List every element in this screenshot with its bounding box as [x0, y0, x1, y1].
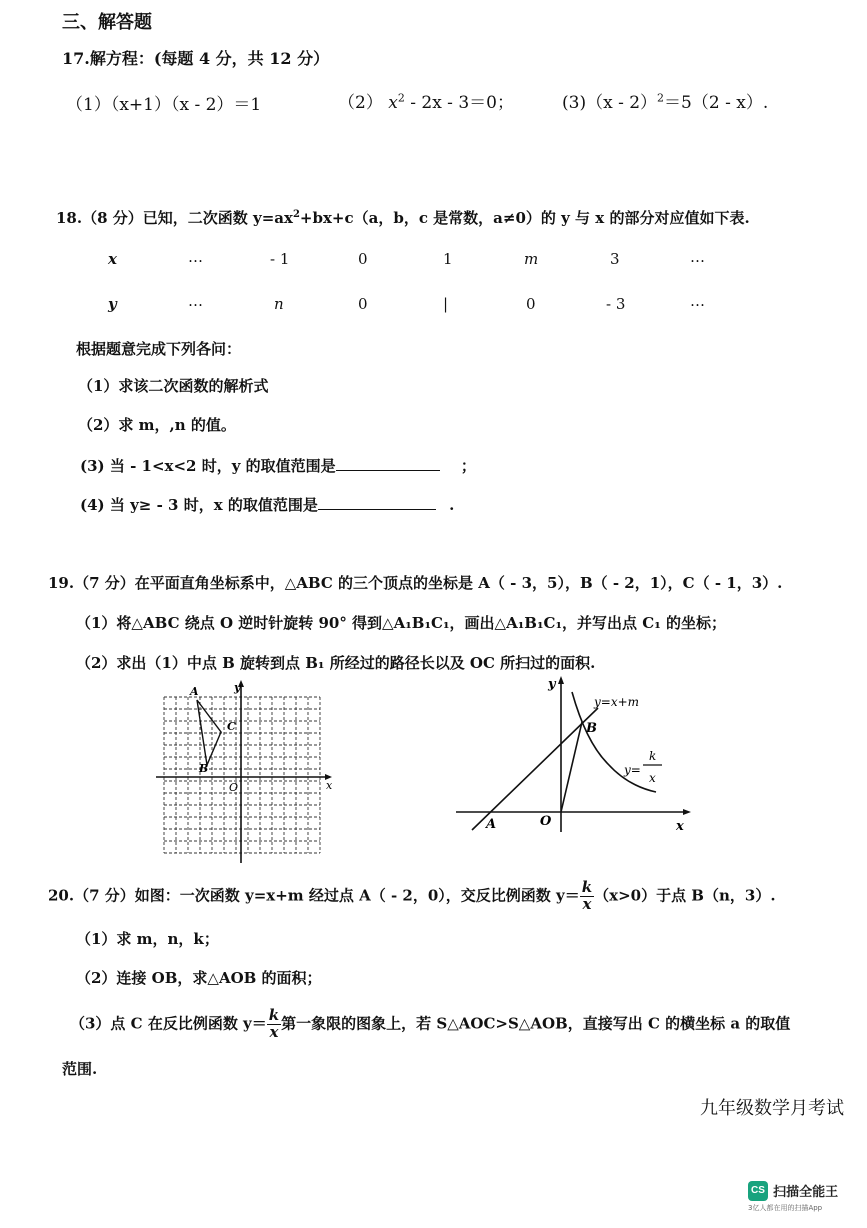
table-cell: 3	[610, 250, 620, 268]
label-b: B	[586, 721, 597, 736]
label-y: y	[234, 681, 241, 694]
q20-function-figure	[450, 670, 700, 840]
table-cell: - 1	[270, 250, 290, 268]
q17-equation-2: （2） $x^2 - 2x - 3=0$；	[338, 91, 514, 113]
table-cell: 1	[443, 250, 453, 268]
table-cell: |	[443, 295, 449, 313]
q18-part-1: （1）求该二次函数的解析式	[78, 377, 269, 395]
scanner-brand: 扫描全能王	[773, 1185, 839, 1200]
q19-part-1: （1）将△ABC 绕点 O 逆时针旋转 90° 得到△A₁B₁C₁，画出△A₁B₁C₁，并写出点 C₁ 的坐标；	[76, 614, 727, 632]
label-a: A	[486, 817, 497, 832]
answer-blank[interactable]	[318, 495, 436, 510]
q18-stem: 18.（8 分）已知，二次函数 $y=ax^2+bx+c(a$，b，c 是常数，a≠0）的 y 与 x 的部分对应值如下表.	[56, 209, 750, 227]
q20-part-3-cont: 范围.	[62, 1060, 98, 1078]
table-cell: …	[690, 248, 705, 266]
table-cell: …	[690, 292, 705, 310]
curve-label-prefix: y=	[624, 763, 641, 777]
line-label: y=x+m	[594, 695, 640, 709]
fraction: $\frac{k}{x}$	[268, 1006, 280, 1041]
q20-part-1: （1）求 m，n，k；	[76, 930, 219, 948]
section-heading: 三、解答题	[62, 12, 152, 33]
label-c: C	[227, 720, 236, 733]
label-a: A	[190, 685, 199, 698]
q18-part-2: （2）求 m，,n 的值。	[78, 416, 236, 434]
q19-stem: 19.（7 分）在平面直角坐标系中，△ABC 的三个顶点的坐标是 A（ - 3，5），B（ - 2，1），C（ - 1，3）.	[48, 574, 783, 592]
triangle-abc	[197, 700, 221, 765]
label-o: O	[540, 814, 552, 829]
label-x: x	[326, 779, 333, 792]
q18-part-3: (3) 当 - 1<x<2 时，y 的取值范围是 ；	[80, 457, 476, 475]
q19-part-2: （2）求出（1）中点 B 旋转到点 B₁ 所经过的路径长以及 OC 所扫过的面积.	[76, 654, 596, 672]
table-cell: …	[188, 248, 203, 266]
scanner-logo: CS	[748, 1181, 768, 1201]
q17-title: 17.解方程：(每题 4 分，共 12 分）	[62, 49, 330, 68]
footer-title: 九年级数学月考试	[700, 1098, 844, 1119]
grid-lines	[164, 697, 320, 853]
table-cell: x	[108, 250, 117, 268]
q20-stem: 20.（7 分）如图：一次函数 y=x+m 经过点 A（ - 2，0），交反比例函数 y＝ $\frac{k}{x}$ （x>0）于点 B（n，3）.	[48, 878, 776, 913]
table-cell: 0	[358, 250, 368, 268]
fraction: $\frac{k}{x}$	[581, 878, 593, 913]
y-axis-arrow	[558, 676, 564, 684]
table-cell: n	[274, 295, 284, 313]
table-cell: …	[188, 292, 203, 310]
table-cell: y	[108, 295, 117, 313]
table-cell: - 3	[606, 295, 626, 313]
label-y: y	[548, 677, 556, 692]
q17-equation-3: (3)（x - 2）$^2$＝5（2 - x）.	[562, 91, 769, 113]
q18-intro: 根据题意完成下列各问：	[76, 340, 242, 358]
scanner-tagline: 3亿人都在用的扫描App	[748, 1203, 823, 1212]
label-o: O	[229, 781, 239, 794]
answer-blank[interactable]	[336, 456, 440, 471]
scanner-watermark	[748, 1180, 838, 1213]
x-axis-arrow	[683, 809, 691, 815]
q20-part-3: （3）点 C 在反比例函数 y＝ $\frac{k}{x}$ 第一象限的图象上，若 S△AOC>S△AOB，直接写出 C 的横坐标 a 的取值	[70, 1006, 791, 1041]
table-cell: 0	[526, 295, 536, 313]
label-b: B	[199, 762, 209, 775]
segment-ob	[561, 722, 582, 812]
curve-label-num: k	[649, 749, 657, 763]
label-x: x	[676, 819, 684, 834]
q20-part-2: （2）连接 OB，求△AOB 的面积；	[76, 969, 322, 987]
q18-part-4: (4) 当 y≥ - 3 时，x 的取值范围是 .	[80, 496, 455, 514]
curve-label-den: x	[649, 771, 656, 785]
q17-equation-1: （1）（x+1）（x - 2）＝1	[66, 95, 262, 115]
table-cell: m	[524, 250, 539, 268]
table-cell: 0	[358, 295, 368, 313]
q19-grid-figure	[150, 675, 340, 865]
